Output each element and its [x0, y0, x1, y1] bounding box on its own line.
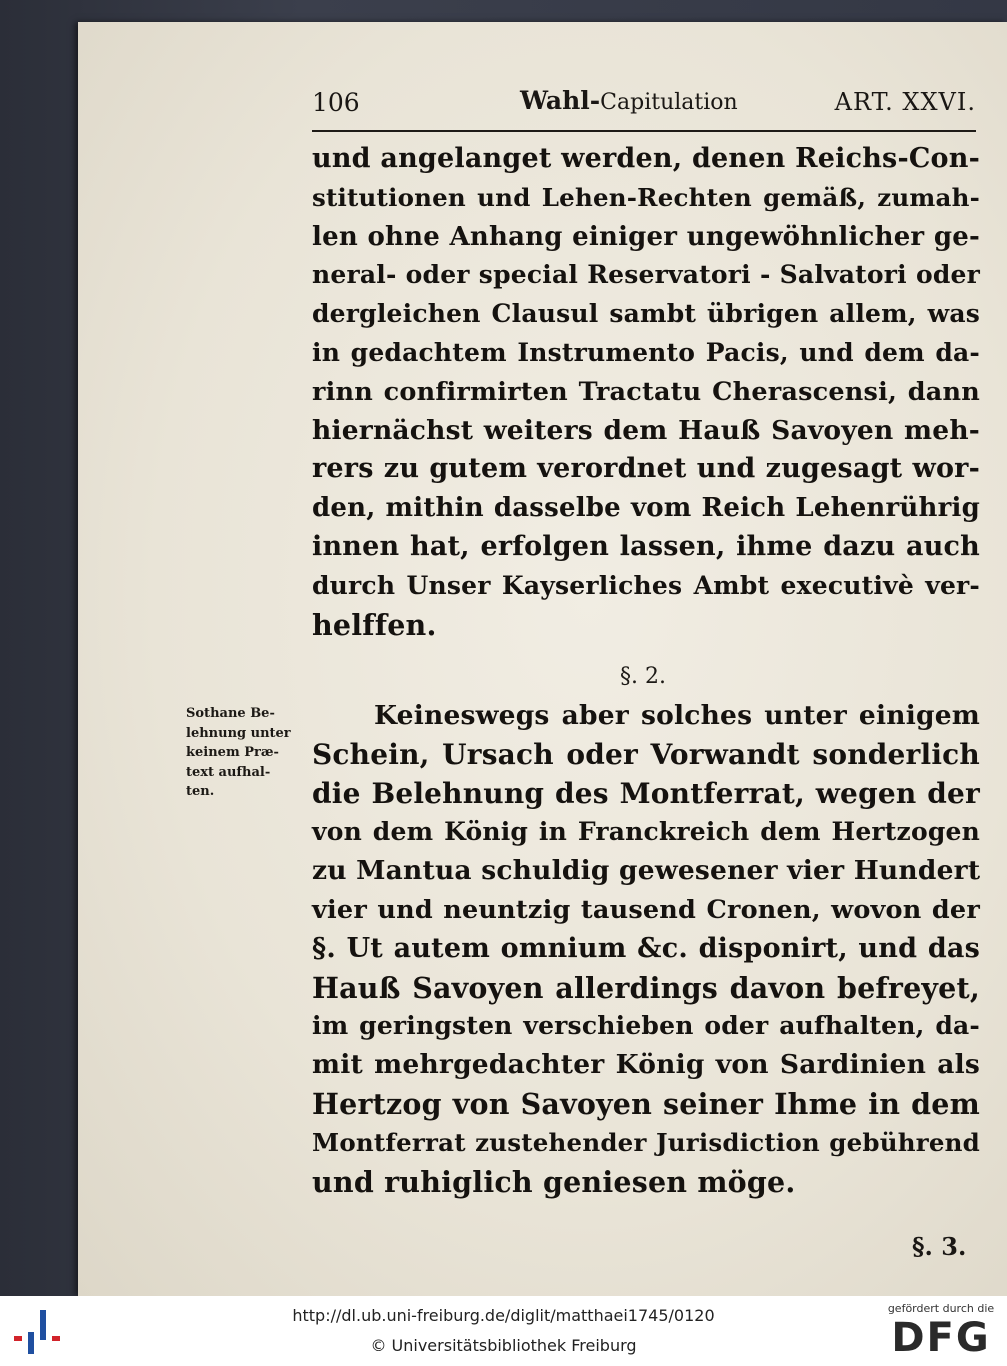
article-reference: ART. XXVI. — [834, 88, 976, 116]
header-rule — [312, 130, 976, 132]
text-line: rers zu gutem verordnet und zugesagt wor- — [312, 453, 980, 485]
marginal-line: lehnung unter — [186, 725, 291, 741]
text-line: zu Mantua schuldig gewesener vier Hundert — [312, 855, 981, 887]
page-number: 106 — [312, 88, 360, 117]
text-line: durch Unser Kayserliches Ambt executivè ver- — [312, 570, 980, 600]
text-line: Montferrat zustehender Jurisdiction gebührend — [312, 1127, 980, 1157]
text-line: in gedachtem Instrumento Pacis, und dem da- — [312, 337, 980, 367]
copyright-notice: © Universitätsbibliothek Freiburg — [370, 1336, 637, 1355]
text-line: im geringsten verschieben oder aufhalten, da- — [312, 1011, 980, 1041]
catchword: §. 3. — [912, 1232, 967, 1261]
text-line: und angelanget werden, denen Reichs-Con- — [312, 143, 980, 174]
text-line: hiernächst weiters dem Hauß Savoyen meh- — [312, 414, 980, 446]
running-title-fraktur: Wahl- — [520, 86, 601, 115]
viewer-footer — [0, 1296, 1007, 1366]
running-title-latin: Capitulation — [600, 90, 738, 115]
text-line: und ruhiglich geniesen möge. — [312, 1164, 796, 1199]
text-line: Schein, Ursach oder Vorwandt sonderlich — [312, 737, 980, 771]
dfg-logo — [887, 1302, 995, 1362]
text-line: Hauß Savoyen allerdings davon befreyet, — [312, 970, 980, 1005]
text-line: len ohne Anhang einiger ungewöhnlicher ge- — [312, 221, 980, 252]
marginal-note — [186, 704, 312, 802]
running-title — [520, 86, 738, 115]
permalink-url[interactable]: http://dl.ub.uni-freiburg.de/diglit/matthaei1745/0120 — [292, 1306, 715, 1325]
text-line: Hertzog von Savoyen seiner Ihme in dem — [312, 1086, 980, 1121]
dfg-caption: gefördert durch die — [887, 1302, 995, 1315]
marginal-line: keinem Præ- — [186, 745, 279, 760]
text-line: den, mithin dasselbe vom Reich Lehenrührig — [312, 493, 980, 524]
text-line: §. Ut autem omnium &c. disponirt, und das — [312, 932, 980, 964]
text-line: Keineswegs aber solches unter einigem — [374, 700, 980, 731]
paragraph-1 — [312, 140, 980, 644]
text-line: die Belehnung des Montferrat, wegen der — [312, 776, 980, 810]
text-line: dergleichen Clausul sambt übrigen allem, was — [312, 299, 980, 329]
section-mark: §. 2. — [620, 664, 666, 689]
text-line: von dem König in Franckreich dem Hertzogen — [312, 817, 980, 847]
text-line: stitutionen und Lehen-Rechten gemäß, zumah- — [312, 182, 980, 212]
text-line: helffen. — [312, 607, 437, 642]
text-line: innen hat, erfolgen lassen, ihme dazu auch — [312, 530, 980, 562]
page-header — [312, 84, 988, 126]
marginal-line: text aufhal- — [186, 764, 271, 780]
marginal-line: Sothane Be- — [186, 706, 275, 721]
text-line: mit mehrgedachter König von Sardinien als — [312, 1049, 980, 1081]
marginal-line: ten. — [186, 784, 215, 799]
paragraph-2 — [312, 697, 980, 1201]
dfg-logo-icon: DFG — [891, 1315, 991, 1361]
text-line: neral- oder special Reservatori - Salvatori oder — [312, 260, 980, 290]
text-line: vier und neuntzig tausend Cronen, wovon der — [312, 894, 980, 925]
text-line: rinn confirmirten Tractatu Cherascensi, dann — [312, 376, 980, 407]
